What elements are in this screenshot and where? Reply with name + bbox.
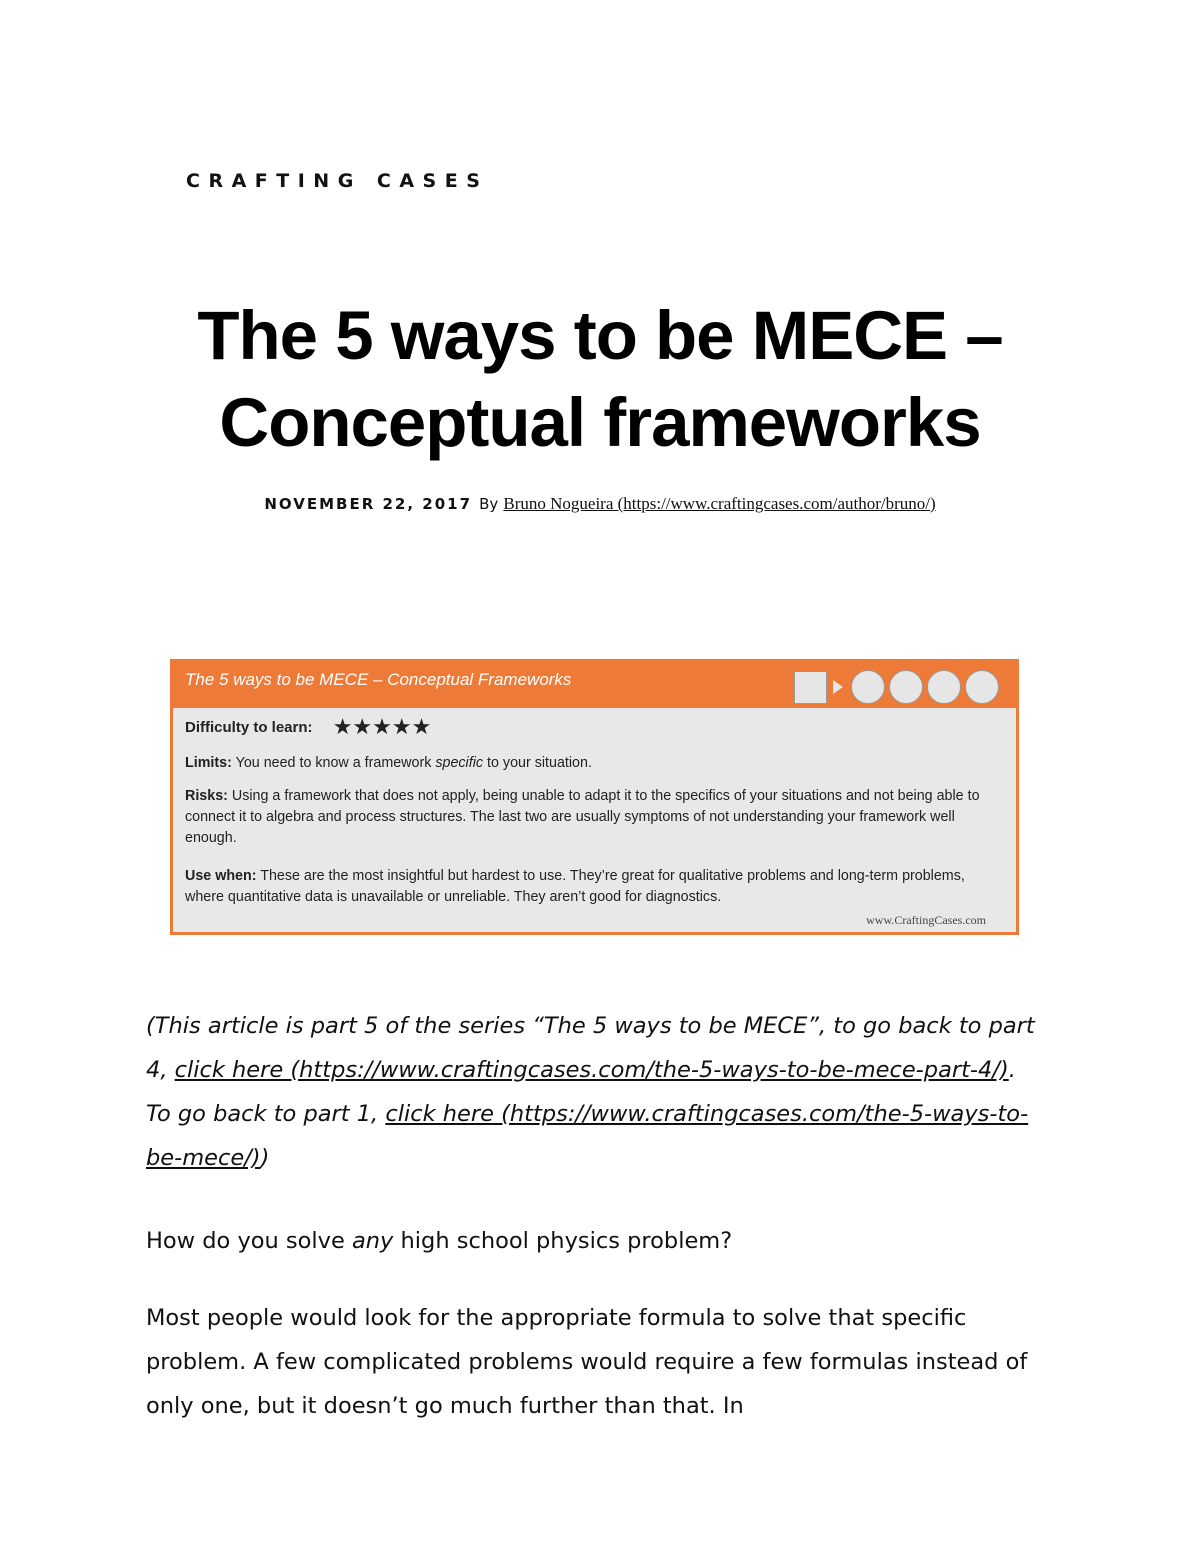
square-icon (794, 671, 827, 704)
figure-header (173, 662, 1016, 708)
article-meta (0, 494, 1200, 514)
figure-credit: www.CraftingCases.com (866, 913, 986, 927)
series-note-text-2: . To go back to part 1, (146, 1057, 1016, 1127)
summary-figure (170, 659, 1019, 935)
article-title-line-1: The 5 ways to be MECE – (197, 297, 1003, 374)
limits-label: Limits: (185, 755, 232, 771)
series-note (146, 1004, 1046, 1180)
circle-icon (927, 670, 961, 704)
use-when-text: These are the most insightful but hardest to use. They’re great for qualitative problems and long-term problems, where quantitative data is unavailable or unreliable. They aren’t good for diagnostics. (185, 868, 965, 905)
author-link[interactable]: Bruno Nogueira (https://www.craftingcases.com/author/bruno/) (503, 494, 936, 513)
risks-text: Using a framework that does not apply, being unable to adapt it to the specifics of your situations and not being able to connect it to algebra and process structures. The last two are usually symptoms of not understanding your framework well enough. (185, 788, 980, 846)
arrow-right-icon (833, 680, 843, 694)
star-rating-icon: ★★★★★ (332, 714, 432, 739)
figure-icons (794, 669, 999, 705)
site-name[interactable]: CRAFTING CASES (186, 170, 489, 192)
limits-text-end: to your situation. (487, 755, 592, 771)
p1-emphasis: any (352, 1228, 394, 1254)
series-note-text: (This article is part 5 of the series “The 5 ways to be MECE”, to go back to part 4, (146, 1013, 1035, 1083)
article-title (0, 292, 1200, 466)
circle-icon (965, 670, 999, 704)
page-cutoff (0, 1443, 1200, 1553)
publish-date: NOVEMBER 22, 2017 (264, 495, 473, 513)
byline-prefix: By (479, 495, 499, 513)
risks-label: Risks: (185, 788, 228, 804)
body-paragraph-2: Most people would look for the appropriate formula to solve that specific problem. A few complicated problems would require a few formulas instead of only one, but it doesn’t go much further than that. In (146, 1305, 1028, 1419)
article-title-line-2: Conceptual frameworks (219, 384, 981, 461)
circle-icon (889, 670, 923, 704)
part-4-link[interactable]: click here (https://www.craftingcases.com/the-5-ways-to-be-mece-part-4/) (174, 1057, 1009, 1083)
limits-row (185, 753, 986, 774)
limits-emphasis: specific (435, 755, 484, 771)
figure-title: The 5 ways to be MECE – Conceptual Frameworks (185, 670, 572, 689)
p1-text: How do you solve (146, 1228, 345, 1254)
use-when-label: Use when: (185, 868, 257, 884)
series-note-close: ) (260, 1145, 270, 1171)
p1-text-end: high school physics problem? (400, 1228, 733, 1254)
body-paragraph-1 (146, 1219, 1066, 1263)
circle-icon (851, 670, 885, 704)
part-1-link[interactable]: click here (https://www.craftingcases.com/the-5-ways-to-be-mece/) (146, 1101, 1029, 1171)
use-when-row (185, 866, 986, 908)
limits-text: You need to know a framework (235, 755, 432, 771)
risks-row (185, 786, 986, 849)
figure-body (173, 708, 1016, 932)
difficulty-row (185, 716, 986, 738)
difficulty-label: Difficulty to learn: (185, 719, 313, 736)
